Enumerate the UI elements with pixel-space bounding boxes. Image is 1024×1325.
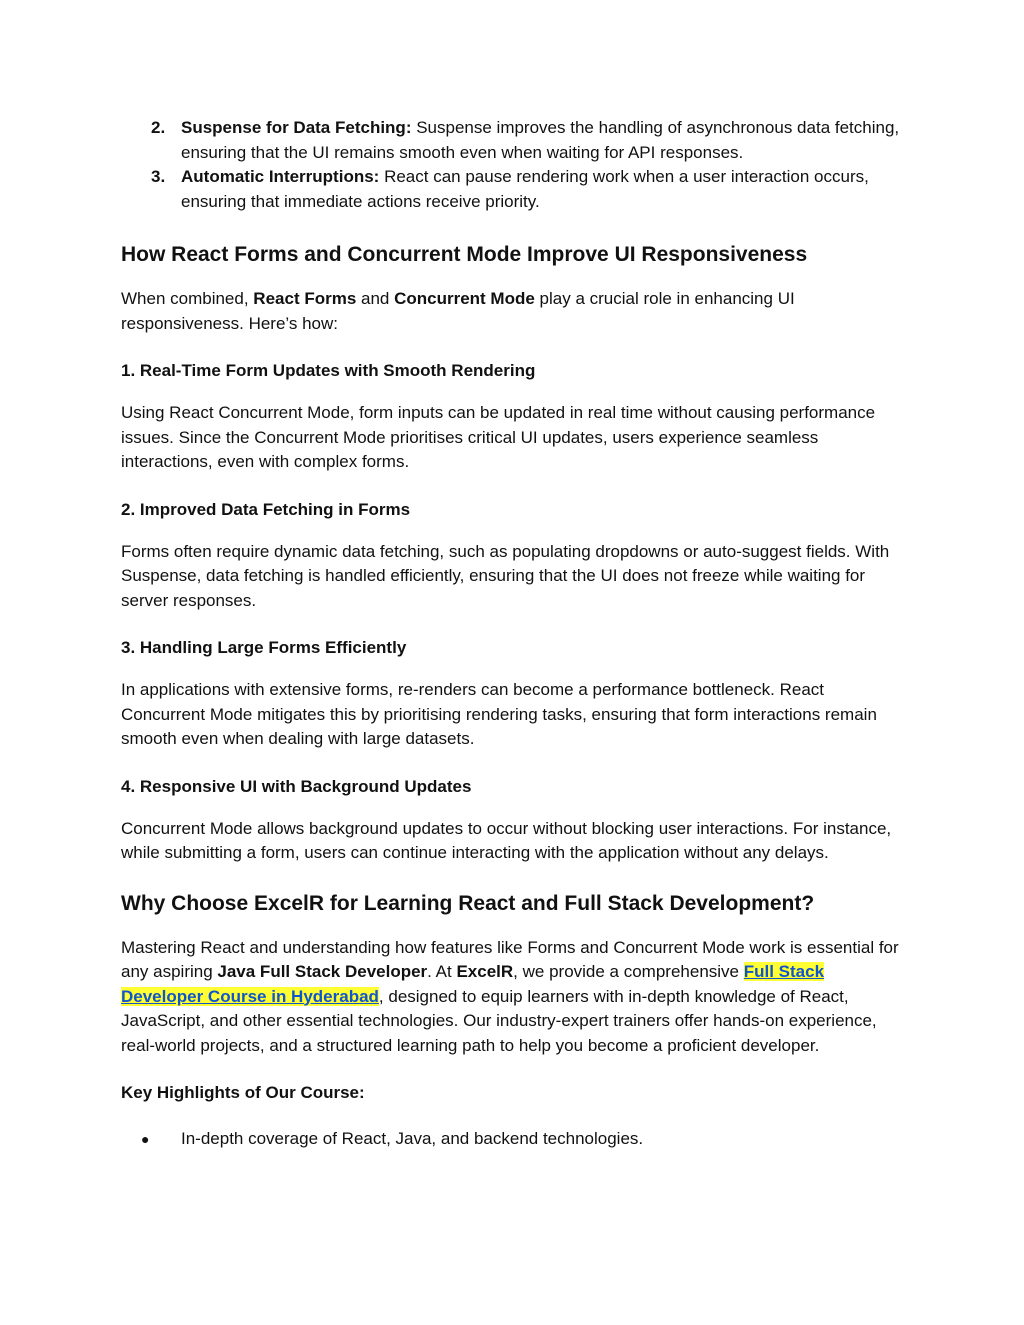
subheading-background-updates: 4. Responsive UI with Background Updates	[121, 776, 472, 796]
bold-java-full-stack: Java Full Stack Developer	[217, 962, 428, 981]
subheading-large-forms: 3. Handling Large Forms Efficiently	[121, 638, 407, 657]
paragraph-data-fetching: Forms often require dynamic data fetching, such as populating dropdowns or auto-suggest fields. With Suspense, data fetching is handled efficiently, ensuring that the UI does not freeze while waiting for server responses.	[121, 541, 890, 610]
text-run: When combined,	[121, 289, 254, 308]
list-item-text: Suspense improves the handling of asynchronous data fetching, ensuring that the UI remains smooth even when waiting for API responses.	[181, 118, 900, 162]
list-item-title: Suspense for Data Fetching:	[181, 118, 412, 137]
subheading-realtime-updates: 1. Real-Time Form Updates with Smooth Rendering	[121, 361, 536, 380]
subheading-data-fetching: 2. Improved Data Fetching in Forms	[121, 499, 411, 519]
document-page	[121, 116, 901, 1152]
excelr-paragraph	[121, 936, 901, 1059]
bold-excelr: ExcelR	[456, 962, 514, 981]
text-run: play a crucial role in enhancing UI responsiveness. Here’s how:	[121, 289, 795, 333]
text-run: . At	[427, 962, 457, 981]
text-run: and	[356, 289, 395, 308]
highlights-list	[121, 1127, 901, 1152]
list-item-text: In-depth coverage of React, Java, and backend technologies.	[181, 1129, 644, 1148]
list-item-title: Automatic Interruptions:	[181, 167, 380, 186]
paragraph-realtime-updates: Using React Concurrent Mode, form inputs can be updated in real time without causing performance issues. Since the Concurrent Mode prioritises critical UI updates, users experience seamless interactions, even with complex forms.	[121, 403, 876, 471]
course-link[interactable]: Full Stack Developer Course in Hyderabad	[121, 962, 825, 1006]
text-run: , designed to equip learners with in-depth knowledge of React, JavaScript, and other essential technologies. Our industry-expert trainers offer hands-on experience, real-world projects, and a structured learning path to help you become a proficient developer.	[121, 986, 877, 1055]
text-run: , we provide a comprehensive	[513, 962, 744, 981]
bullet-icon: ●	[141, 1131, 150, 1147]
bold-react-forms: React Forms	[253, 289, 357, 308]
paragraph-background-updates: Concurrent Mode allows background updates to occur without blocking user interactions. For instance, while submitting a form, users can continue interacting with the application without any delays.	[121, 818, 892, 862]
paragraph-large-forms: In applications with extensive forms, re-renders can become a performance bottleneck. React Concurrent Mode mitigates this by prioritising rendering tasks, ensuring that form interactions remain smooth even when dealing with large datasets.	[121, 680, 877, 748]
text-run: Mastering React and understanding how features like Forms and Concurrent Mode work is essential for any aspiring	[121, 937, 899, 981]
list-number: 3.	[151, 167, 166, 186]
list-item	[121, 1127, 901, 1152]
list-item	[121, 116, 901, 165]
list-number: 2.	[151, 118, 166, 137]
section-heading-excelr: Why Choose ExcelR for Learning React and Full Stack Development?	[121, 891, 815, 915]
subheading-key-highlights: Key Highlights of Our Course:	[121, 1083, 365, 1102]
bold-concurrent-mode: Concurrent Mode	[394, 289, 535, 308]
list-item-text: React can pause rendering work when a user interaction occurs, ensuring that immediate actions receive priority.	[181, 167, 869, 211]
section-heading-responsiveness: How React Forms and Concurrent Mode Improve UI Responsiveness	[121, 243, 808, 266]
numbered-list	[121, 116, 901, 214]
list-item	[121, 165, 901, 214]
intro-paragraph	[121, 287, 901, 336]
